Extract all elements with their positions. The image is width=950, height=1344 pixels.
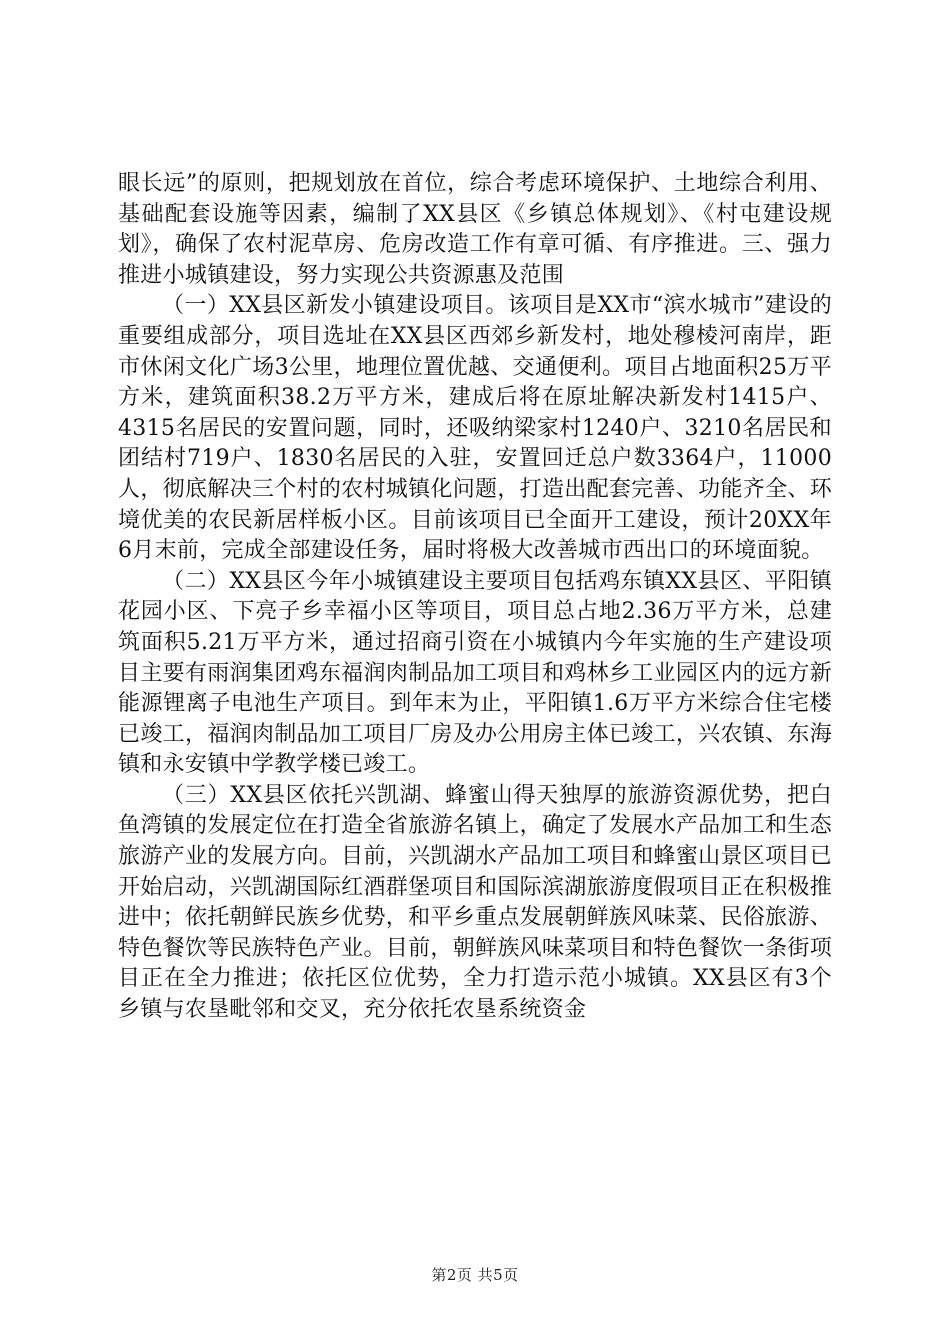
document-body (118, 169, 832, 1026)
paragraph-section-1: （一）XX县区新发小镇建设项目。该项目是XX市“滨水城市”建设的重要组成部分，项目选址在XX县区西郊乡新发村，地处穆棱河南岸，距市休闲文化广场3公里，地理位置优越、交通便利。项目占地面积25万平方米，建筑面积38.2万平方米，建成后将在原址解决新发村1415户、4315名居民的安置问题，同时，还吸纳梁家村1240户、3210名居民和团结村719户、1830名居民的入驻，安置回迁总户数3364户，11000人，彻底解决三个村的农村城镇化问题，打造出配套完善、功能齐全、环境优美的农民新居样板小区。目前该项目已全面开工建设，预计20XX年6月末前，完成全部建设任务，届时将极大改善城市西出口的环境面貌。 (118, 293, 832, 564)
paragraph-continuation: 眼长远”的原则，把规划放在首位，综合考虑环境保护、土地综合利用、基础配套设施等因素，编制了XX县区《乡镇总体规划》、《村屯建设规划》，确保了农村泥草房、危房改造工作有章可循、有序推进。三、强力推进小城镇建设，努力实现公共资源惠及范围 (118, 171, 832, 288)
paragraph-section-3: （三）XX县区依托兴凯湖、蜂蜜山得天独厚的旅游资源优势，把白鱼湾镇的发展定位在打造全省旅游名镇上，确定了发展水产品加工和生态旅游产业的发展方向。目前，兴凯湖水产品加工项目和蜂蜜山景区项目已开始启动，兴凯湖国际红酒群堡项目和国际滨湖旅游度假项目正在积极推进中；依托朝鲜民族乡优势，和平乡重点发展朝鲜族风味菜、民俗旅游、特色餐饮等民族特色产业。目前，朝鲜族风味菜项目和特色餐饮一条街项目正在全力推进；依托区位优势，全力打造示范小城镇。XX县区有3个乡镇与农垦毗邻和交叉，充分依托农垦系统资金 (118, 782, 832, 1023)
paragraph-section-2: （二）XX县区今年小城镇建设主要项目包括鸡东镇XX县区、平阳镇花园小区、下亮子乡幸福小区等项目，项目总占地2.36万平方米，总建筑面积5.21万平方米，通过招商引资在小城镇内今年实施的生产建设项目主要有雨润集团鸡东福润肉制品加工项目和鸡林乡工业园区内的远方新能源锂离子电池生产项目。到年末为止，平阳镇1.6万平方米综合住宅楼已竣工，福润肉制品加工项目厂房及办公用房主体已竣工，兴农镇、东海镇和永安镇中学教学楼已竣工。 (118, 568, 832, 778)
page-footer: 第2页 共5页 (431, 1266, 519, 1284)
